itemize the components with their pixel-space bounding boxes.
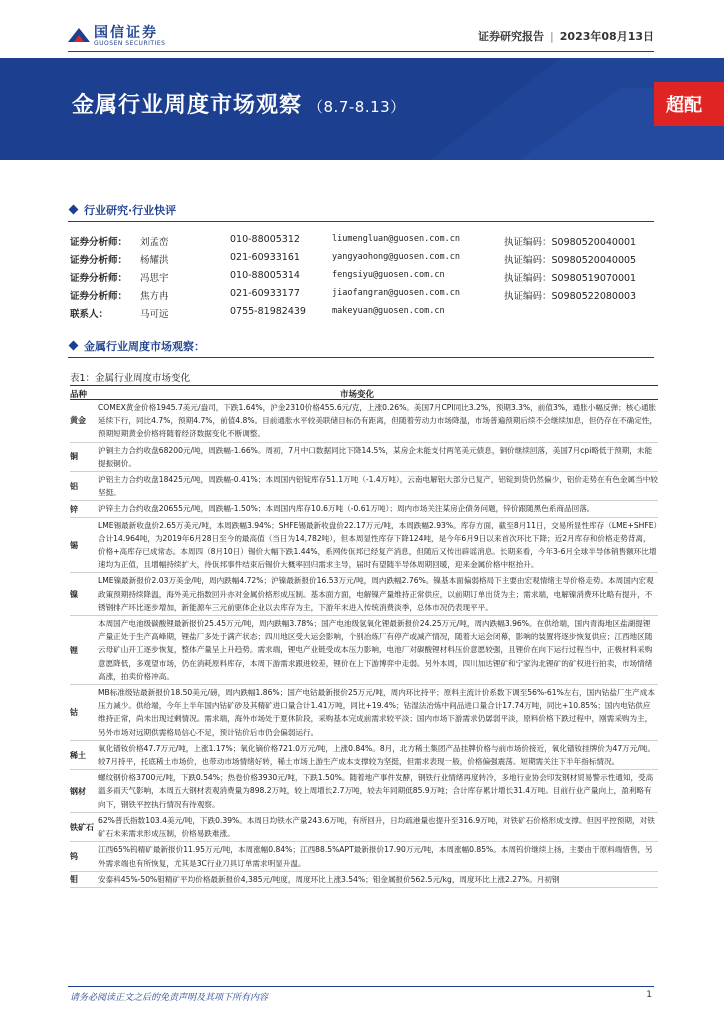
- column-header-change: 市场变化: [340, 390, 375, 400]
- analyst-license: 执证编码：S0980519070001: [504, 273, 637, 284]
- row-category: 黄金: [70, 416, 86, 426]
- row-text: 安泰科45%-50%钼精矿平均价格最新报价4,385元/吨度，周度环比上涨3.54%；钼金属报价562.5元/kg，周度环比上涨2.27%。月初钢: [98, 874, 560, 884]
- analyst-phone: 0755-81982439: [230, 306, 306, 317]
- table-row: [70, 685, 658, 741]
- analyst-email[interactable]: jiaofangran@guosen.com.cn: [332, 288, 460, 298]
- section-heading-text: 行业研究·行业快评: [84, 204, 177, 217]
- table-row: [70, 842, 658, 871]
- rating-label: 超配: [666, 95, 702, 116]
- report-date-range: （8.7-8.13）: [308, 98, 406, 116]
- row-category: 铁矿石: [70, 822, 94, 832]
- analyst-row: [70, 306, 660, 324]
- table-row: [70, 616, 658, 685]
- analyst-role: 证券分析师：: [70, 291, 128, 302]
- rating-badge: [654, 82, 724, 126]
- footer-divider: [68, 986, 654, 987]
- table-title: 表1：金属行业周度市场变化: [70, 373, 191, 384]
- row-category: 铝: [70, 481, 78, 491]
- section-divider: [68, 221, 654, 222]
- analyst-phone: 010-88005312: [230, 234, 300, 245]
- analyst-row: [70, 288, 660, 306]
- report-title: [72, 88, 406, 119]
- logo-text-cn: 国信证券: [94, 25, 158, 41]
- diamond-icon: [69, 341, 79, 351]
- table-row: [70, 472, 658, 501]
- analyst-phone: 010-88005314: [230, 270, 300, 281]
- footer-disclaimer: 请务必阅读正文之后的免责声明及其项下所有内容: [70, 993, 269, 1003]
- report-type: 证券研究报告: [478, 30, 545, 43]
- row-category: 钼: [70, 874, 78, 884]
- row-text: 氧化镨钕价格47.7万元/吨，上涨1.17%；氧化镝价格721.0万元/吨，上涨0.84%。8月，北方稀土集团产品挂牌价格与前市场价接近，氧化镨钕挂牌价为47万元/吨。较7月持平，托底稀土市场价，也带动市场情绪好转，稀土市场上游生产成本支撑较为坚挺，但需求表现一般，价格偏强震荡。短期需关注下半年指标情况。: [98, 743, 656, 767]
- analyst-email[interactable]: liumengluan@guosen.com.cn: [332, 234, 460, 244]
- section-heading-category: [70, 202, 176, 218]
- analyst-list: [70, 234, 660, 324]
- analyst-license: 执证编码：S0980520040005: [504, 255, 637, 266]
- row-category: 锂: [70, 645, 78, 655]
- analyst-role: 证券分析师：: [70, 273, 128, 284]
- row-category: 锡: [70, 540, 78, 550]
- row-text: 螺纹钢价格3700元/吨，下跌0.54%；热卷价格3930元/吨，下跌1.50%。随着地产事件发酵，钢铁行业情绪再度转冷，多地行业协会印发钢材贸易警示性通知，受高温多雨天气影响，本周五大钢材表观消费量为898.2万吨，较上周增长2.7万吨，较去年同期低85.9万吨；合计库存累计增长31.4万吨。目前行业产量向上，盈利略有向下，钢铁平控执行情况有待观察。: [98, 773, 654, 809]
- row-text: 沪铜主力合约收盘68200元/吨，周跌幅-1.66%。周初，7月中口数据同比下降14.5%，某房企未能支付两笔美元债息，铜价继续回落，美国7月cpi略低于预期，未能提振铜价。: [98, 445, 653, 468]
- analyst-name: 杨耀洪: [140, 255, 169, 266]
- analyst-row: [70, 270, 660, 288]
- market-change-table: [70, 385, 658, 888]
- analyst-phone: 021-60933177: [230, 288, 300, 299]
- table-row: [70, 741, 658, 770]
- row-category: 锌: [70, 504, 78, 514]
- row-text: 江西65%钨精矿最新报价11.95万元/吨，本周涨幅0.84%；江西88.5%APT最新报价17.90万元/吨，本周涨幅0.85%。本周钨价继续上扬，主要由于原料端惜售，另外需求端也有所恢复，尤其是3C行业刀具订单需求明显升温。: [98, 845, 653, 868]
- table-row: [70, 518, 658, 574]
- table-row: [70, 872, 658, 888]
- table-row: [70, 813, 658, 842]
- analyst-email[interactable]: fengsiyu@guosen.com.cn: [332, 270, 445, 280]
- row-text: COMEX黄金价格1945.7美元/盎司，下跌1.64%，沪金2310价格455.6元/克，上涨0.26%。美国7月CPI同比3.2%，预期3.3%，前值3%，通胀小幅反弹；核心通胀延续下行，同比4.7%，预期4.7%，前值4.8%。目前通胀水平较美联储目标仍有距离，但随着劳动力市场降温，市场普遍预期后续不会继续加息，但仍存在不确定性，预期短期黄金价格将随着经济数据变化不断调整。: [98, 403, 658, 439]
- row-category: 镍: [70, 589, 78, 599]
- analyst-email[interactable]: yangyaohong@guosen.com.cn: [332, 252, 460, 262]
- column-header-category: 品种: [70, 390, 88, 400]
- diamond-icon: [69, 205, 79, 215]
- analyst-phone: 021-60933161: [230, 252, 300, 263]
- row-category: 钨: [70, 852, 78, 861]
- row-category: 钴: [70, 707, 78, 717]
- table-row: [70, 573, 658, 616]
- section-divider: [68, 357, 654, 358]
- analyst-row: [70, 234, 660, 252]
- table-row: [70, 443, 658, 472]
- page-number: 1: [646, 990, 652, 1000]
- analyst-role: 证券分析师：: [70, 237, 128, 248]
- analyst-license: 执证编码：S0980522080003: [504, 291, 637, 302]
- analyst-name: 冯思宇: [140, 273, 169, 284]
- header-meta: [478, 28, 654, 44]
- table-header: [70, 386, 658, 400]
- report-date: 2023年08月13日: [559, 30, 654, 43]
- row-category: 稀土: [70, 750, 86, 760]
- row-text: 沪锌主力合约收盘20655元/吨，周跌幅-1.50%；本周国内库存10.6万吨（-0.61万吨）；周内市场关注某房企债务问题，锌价跟随黑色系商品回落。: [98, 504, 595, 514]
- logo-text-en: GUOSEN SECURITIES: [94, 40, 166, 47]
- row-category: 钢材: [70, 786, 86, 796]
- section-heading-text: 金属行业周度市场观察：: [84, 340, 205, 353]
- table-row: [70, 770, 658, 813]
- row-category: 铜: [70, 452, 78, 462]
- header-separator: |: [550, 30, 554, 43]
- row-text: 本周国产电池级碳酸锂最新报价25.45万元/吨，周内跌幅3.78%；国产电池级氢氧化锂最新报价24.25万元/吨，周内跌幅3.96%。在供给端，国内青海地区盐湖提锂产量正处于生产高峰期，锂盐厂多处于满产状态；四川地区受大运会影响，个别冶炼厂有停产或减产情况，随着大运会闭幕，影响的装置将逐步恢复供应；江西地区随云母矿山开工逐步恢复，整体产量呈上升趋势。需求端，锂电产业链受成本压力影响，电池厂对碳酸锂材料压价意愿较强，且锂价在向下运行过程当中，正极材料采购意愿降低，多观望市场，仍在消耗原料库存，本周下游需求跟进较差，锂价在上下游博弈中走弱。另外本周，四川加达锂矿和宁家沟北锂矿的矿权进行拍卖，市场情绪高涨，拍卖价格冲高。: [98, 619, 653, 681]
- report-title-text: 金属行业周度市场观察: [72, 93, 303, 118]
- row-text: 62%普氏指数103.4美元/吨，下跌0.39%。本周日均铁水产量243.6万吨，有所回升，日均疏港量也提升至316.9万吨，对铁矿石价格形成支撑。但因平控预期，对铁矿石未来需求形成压制，价格易跌难涨。: [98, 815, 655, 839]
- row-text: LME镍最新报价2.03万美金/吨，周内跌幅4.72%；沪镍最新报价16.53万元/吨，周内跌幅2.76%。镍基本面偏弱格局下主要由宏观情绪主导价格走势。本周国内宏观政策预期持续降温，海外美元指数回升亦对金属价格形成压制。基本面方面，电解镍产量维持正常供应，以前期订单出货为主；需求端，电解镍消费环比略有提升，不锈钢排产环比逐步增加，新能源车三元前驱体企业以去库存为主，下游年末进入传统消费淡季，总体市况仍表现平平。: [98, 576, 654, 612]
- analyst-role: 证券分析师：: [70, 255, 128, 266]
- analyst-row: [70, 252, 660, 270]
- table-row: [70, 501, 658, 517]
- analyst-license: 执证编码：S0980520040001: [504, 237, 637, 248]
- analyst-name: 刘孟峦: [140, 237, 169, 248]
- row-text: 沪铝主力合约收盘18425元/吨，周跌幅-0.41%；本周国内铝锭库存51.1万吨（-1.4万吨），云南电解铝大部分已复产，铝锭到货仍然偏少，铝价走势在有色金属当中较坚挺。: [98, 475, 658, 498]
- guosen-logo-icon: [68, 22, 90, 48]
- guosen-logo: [68, 22, 208, 50]
- analyst-email[interactable]: makeyuan@guosen.com.cn: [332, 306, 445, 316]
- row-text: LME锡最新收盘价2.65万美元/吨，本周跌幅3.94%；SHFE锡最新收盘价22.17万元/吨，本周跌幅2.93%。库存方面，截至8月11日，交易所显性库存（LME+SHFE）合计14.964吨，为2019年6月28日至今的最高值（当日为14,782吨），但本周显性库存下降124吨，是今年6月9日以来首次环比下降；近2月库存和价格走势背离，价格+高库存已成常态。本周四（8月10日）锡价大幅下跌1.44%，系网传佤邦已经复产消息，但随后又传出辟谣消息。长期来看，今年3-6月全球半导体销售额环比增速均为正值，且增幅持续扩大，待佤邦事件结束后锡价大概率回归需求主导，届时有望随半导体周期回暖，迎来金属价格中枢抬升。: [98, 520, 658, 570]
- table-row: [70, 400, 658, 443]
- section-heading-observation: [70, 338, 205, 354]
- analyst-name: 焦方冉: [140, 291, 169, 302]
- row-text: MB标准级钴最新报价18.50美元/磅，周内跌幅1.86%；国产电钴最新报价25万元/吨，周内环比持平；原料主流计价系数下调至56%-61%左右，国内钴盐厂生产成本压力减少。供给端，今年上半年国内钴矿砂及其精矿进口量合计1.41万吨，同比+19.4%；钴湿法冶炼中间品进口量合计17.74万吨，同比+10.85%；国内电钴供应维持正常，尚未出现过剩情况。需求端，海外市场处于夏休阶段，采购基本完成前需求较平淡；国内市场下游需求仍孱弱平淡，原料价格下跌过程中，刚需采购为主，另外市场对远期供需格局信心不足，预计钴价后市仍会偏弱运行。: [98, 688, 655, 737]
- header-divider: [68, 51, 654, 52]
- analyst-role: 联系人：: [70, 309, 109, 320]
- title-banner: [0, 58, 724, 160]
- analyst-name: 马可远: [140, 309, 169, 320]
